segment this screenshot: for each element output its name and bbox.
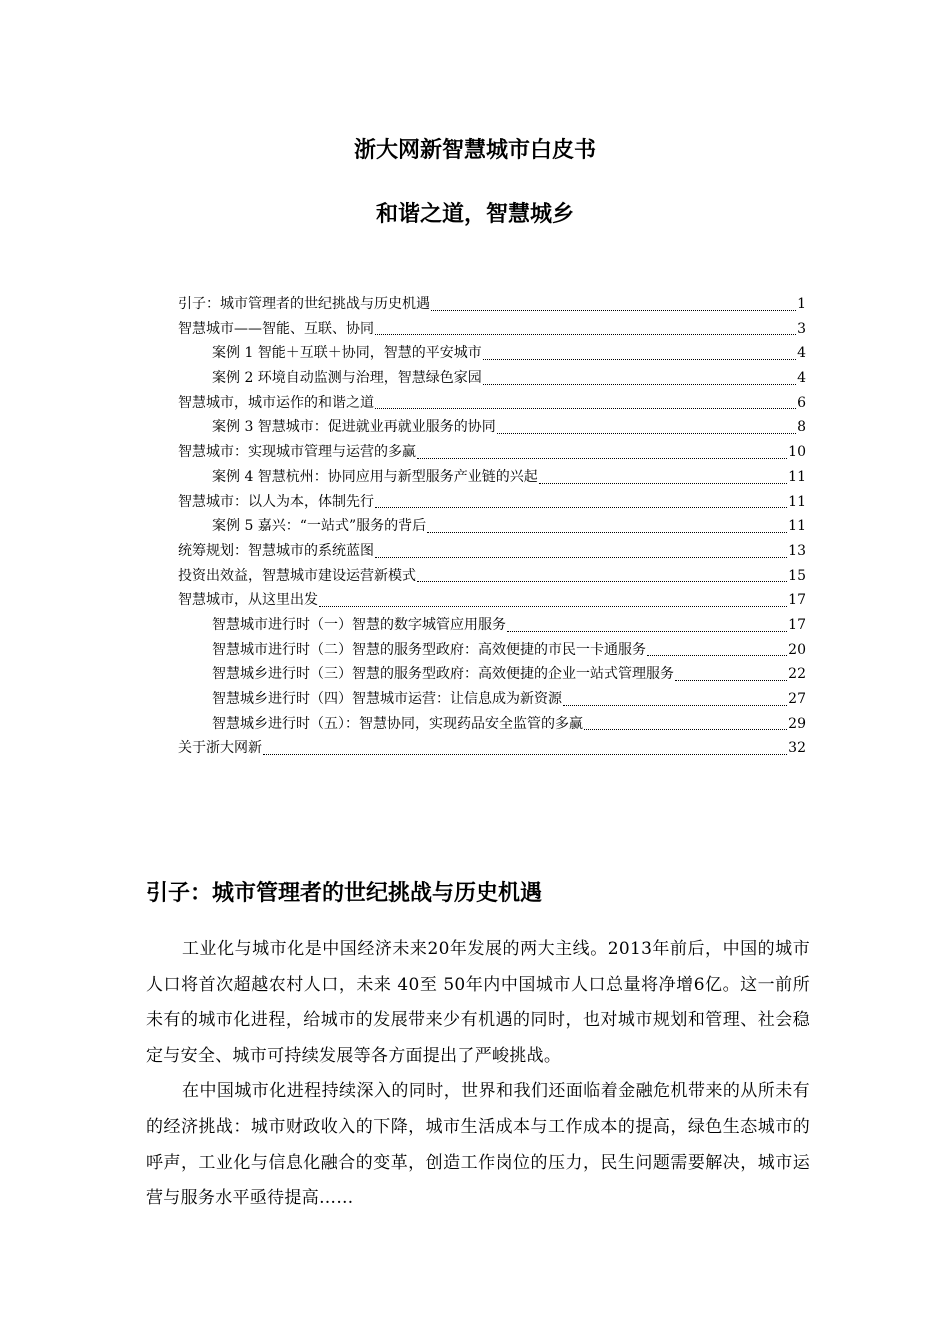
toc-leader bbox=[563, 704, 787, 706]
toc-entry[interactable] bbox=[178, 391, 806, 416]
toc-leader bbox=[417, 457, 787, 459]
toc-entry[interactable] bbox=[178, 613, 806, 638]
toc-leader bbox=[375, 407, 796, 409]
toc-leader bbox=[497, 432, 796, 434]
toc-entry-page: 4 bbox=[797, 345, 806, 362]
toc-leader bbox=[539, 482, 787, 484]
toc-entry-page: 10 bbox=[788, 444, 806, 461]
toc-leader bbox=[431, 309, 796, 311]
toc-leader bbox=[427, 531, 787, 533]
toc-entry-page: 32 bbox=[788, 740, 806, 757]
toc-entry[interactable] bbox=[178, 341, 806, 366]
toc-entry-page: 11 bbox=[788, 468, 806, 485]
toc-entry-title: 案例 1 智能＋互联＋协同，智慧的平安城市 bbox=[212, 345, 482, 362]
toc-entry-page: 15 bbox=[788, 567, 806, 584]
toc-leader bbox=[483, 383, 796, 385]
toc-entry[interactable] bbox=[178, 588, 806, 613]
toc-leader bbox=[375, 556, 787, 558]
toc-entry-title: 引子：城市管理者的世纪挑战与历史机遇 bbox=[178, 296, 430, 312]
toc-entry-title: 案例 2 环境自动监测与治理，智慧绿色家园 bbox=[212, 370, 482, 387]
toc-entry-title-prefix: 智慧城市进行时（二）智慧的服务型政府： bbox=[212, 641, 478, 658]
toc-entry-title: 案例 4 智慧杭州：协同应用与新型服务产业链的兴起 bbox=[212, 468, 538, 485]
table-of-contents bbox=[178, 292, 806, 761]
toc-entry-page: 1 bbox=[797, 296, 806, 312]
toc-entry[interactable] bbox=[178, 539, 806, 564]
document-title: 浙大网新智慧城市白皮书 bbox=[353, 138, 596, 163]
toc-leader bbox=[375, 333, 796, 335]
toc-entry-title: 智慧城市：实现城市管理与运营的多赢 bbox=[178, 444, 416, 461]
toc-entry[interactable] bbox=[178, 564, 806, 589]
toc-leader bbox=[584, 728, 787, 730]
toc-entry-title: 投资出效益，智慧城市建设运营新模式 bbox=[178, 567, 416, 584]
toc-entry-page: 4 bbox=[797, 370, 806, 387]
toc-entry-title: 智慧城市：以人为本，体制先行 bbox=[178, 493, 374, 510]
document-subtitle: 和谐之道，智慧城乡 bbox=[375, 202, 574, 227]
toc-entry[interactable] bbox=[178, 490, 806, 515]
toc-entry-title: 智慧城乡进行时（四）智慧城市运营：让信息成为新资源 bbox=[212, 691, 562, 707]
toc-entry[interactable] bbox=[178, 440, 806, 465]
toc-entry[interactable] bbox=[178, 638, 806, 663]
toc-entry-page: 17 bbox=[788, 592, 806, 609]
toc-entry[interactable] bbox=[178, 415, 806, 440]
toc-entry-title: 关于浙大网新 bbox=[178, 740, 262, 757]
toc-entry-page: 17 bbox=[788, 616, 806, 633]
body-paragraph: 在中国城市化进程持续深入的同时，世界和我们还面临着金融危机带来的从所未有的经济挑战：城市财政收入的下降，城市生活成本与工作成本的提高，绿色生态城市的呼声，工业化与信息化融合的变革，创造工作岗位的压力，民生问题需要解决，城市运营与服务水平亟待提高…… bbox=[146, 1081, 810, 1209]
toc-entry-title: 智慧城市——智能、互联、协同 bbox=[178, 320, 374, 337]
toc-entry[interactable] bbox=[178, 662, 806, 687]
toc-entry-page: 20 bbox=[788, 641, 806, 658]
toc-entry[interactable] bbox=[178, 514, 806, 539]
toc-leader bbox=[483, 358, 796, 360]
toc-leader bbox=[375, 506, 787, 508]
toc-entry-title: 智慧城市，城市运作的和谐之道 bbox=[178, 394, 374, 411]
body-paragraph: 工业化与城市化是中国经济未来20年发展的两大主线。2013年前后，中国的城市人口将首次超越农村人口，未来 40至 50年内中国城市人口总量将净增6亿。这一前所未有的城市化进程，给城市的发展带来少有机遇的同时，也对城市规划和管理、社会稳定与安全、城市可持续发展等各方面提出了严峻挑战。 bbox=[146, 939, 810, 1066]
toc-entry-title: 智慧城乡进行时（五）：智慧协同，实现药品安全监管的多赢 bbox=[212, 715, 583, 732]
toc-entry[interactable] bbox=[178, 465, 806, 490]
toc-entry-page: 3 bbox=[797, 320, 806, 337]
toc-entry-title: 智慧城市，从这里出发 bbox=[178, 592, 318, 609]
toc-entry[interactable] bbox=[178, 712, 806, 737]
toc-entry-title bbox=[212, 638, 646, 663]
toc-entry-page: 6 bbox=[797, 394, 806, 411]
toc-entry-title: 案例 5 嘉兴：“一站式”服务的背后 bbox=[212, 518, 427, 535]
toc-entry-page: 22 bbox=[788, 666, 806, 683]
section-heading: 引子：城市管理者的世纪挑战与历史机遇 bbox=[146, 881, 543, 906]
toc-entry-page: 29 bbox=[788, 715, 806, 732]
toc-leader bbox=[319, 605, 787, 607]
toc-entry-title: 案例 3 智慧城市：促进就业再就业服务的协同 bbox=[212, 419, 496, 436]
toc-leader bbox=[417, 580, 787, 582]
section-body bbox=[146, 932, 810, 1217]
toc-entry[interactable] bbox=[178, 687, 806, 712]
toc-leader bbox=[507, 630, 787, 632]
toc-leader bbox=[263, 753, 787, 755]
toc-leader bbox=[675, 679, 787, 681]
toc-leader bbox=[647, 654, 787, 656]
toc-entry[interactable] bbox=[178, 317, 806, 342]
toc-entry-page: 11 bbox=[788, 493, 806, 510]
toc-entry-title: 统筹规划：智慧城市的系统蓝图 bbox=[178, 542, 374, 559]
toc-entry-title: 智慧城市进行时（一）智慧的数字城管应用服务 bbox=[212, 616, 506, 633]
toc-entry-page: 11 bbox=[788, 518, 806, 535]
toc-entry-title: 智慧城乡进行时（三）智慧的服务型政府：高效便捷的企业一站式管理服务 bbox=[212, 666, 674, 683]
toc-entry-title-emphasis: 高效便捷的市民一卡通服务 bbox=[478, 641, 646, 658]
toc-entry[interactable] bbox=[178, 736, 806, 761]
toc-entry-page: 8 bbox=[797, 419, 806, 436]
toc-entry[interactable] bbox=[178, 366, 806, 391]
toc-entry-page: 13 bbox=[788, 542, 806, 559]
toc-entry[interactable] bbox=[178, 292, 806, 317]
toc-entry-page: 27 bbox=[788, 691, 806, 707]
